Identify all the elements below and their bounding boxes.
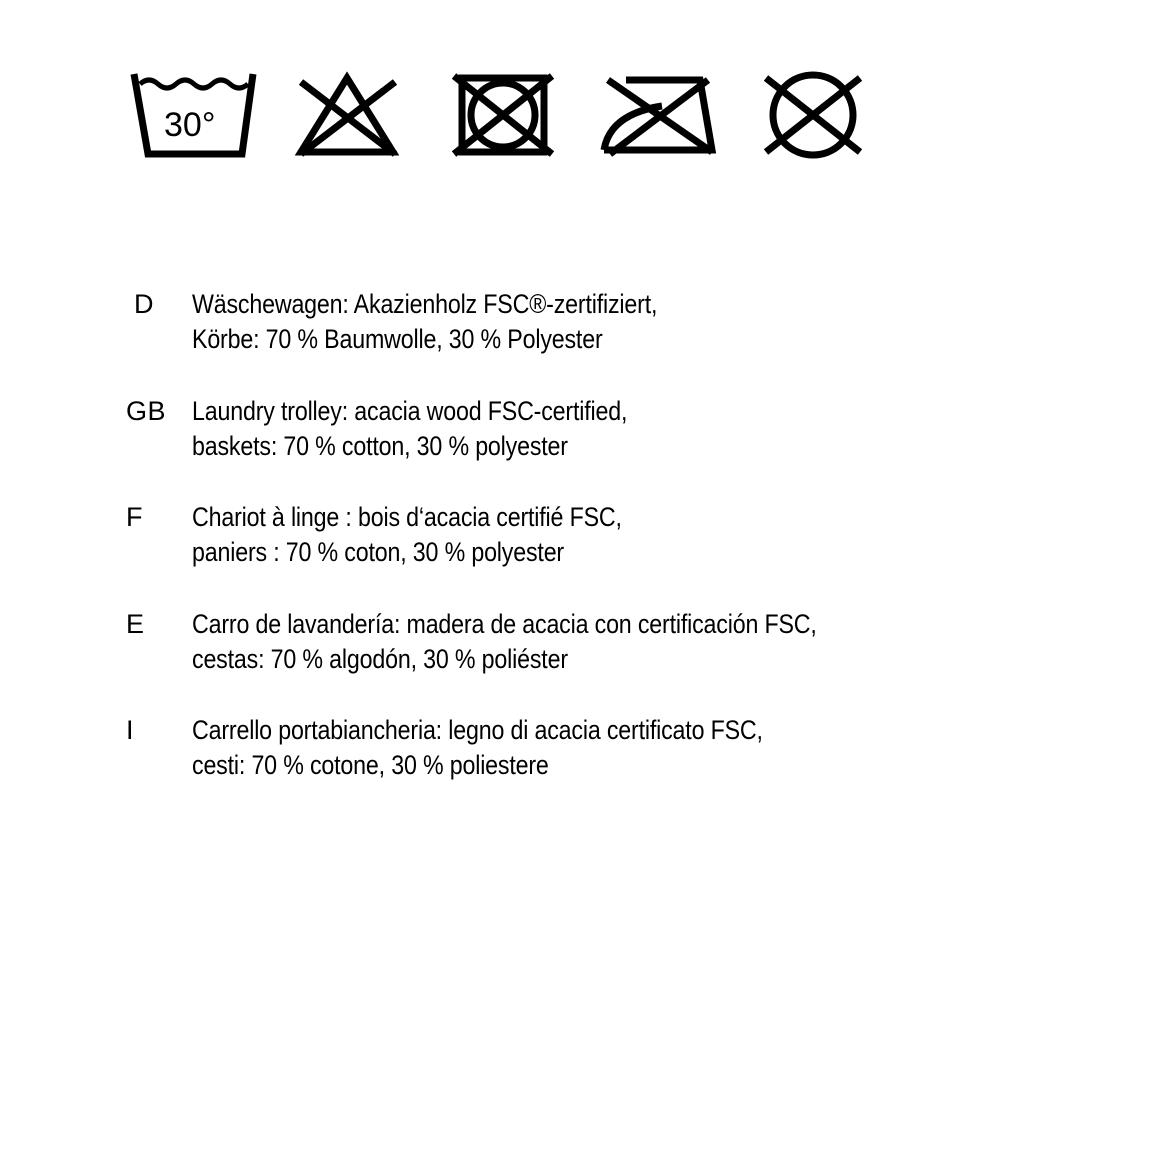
language-code: D — [134, 289, 154, 319]
description-line: Laundry trolley: acacia wood FSC-certified, — [192, 395, 628, 426]
description-line: cesti: 70 % cotone, 30 % poliestere — [192, 750, 549, 780]
description-text — [192, 287, 1132, 357]
description-text — [192, 394, 1132, 464]
language-code: I — [126, 715, 135, 745]
description-line: cestas: 70 % algodón, 30 % poliéster — [192, 643, 568, 674]
do-not-bleach-icon — [297, 72, 401, 158]
lang-entry-fr — [0, 500, 1160, 607]
description-text — [192, 607, 1132, 677]
do-not-dry-clean-icon — [762, 70, 864, 160]
description-line: Carro de lavandería: madera de acacia con certificación FSC, — [192, 608, 817, 639]
language-code: GB — [126, 395, 167, 426]
language-code: E — [126, 608, 145, 639]
material-descriptions — [0, 287, 1160, 820]
description-line: paniers : 70 % coton, 30 % polyester — [192, 537, 565, 567]
lang-entry-it — [0, 713, 1160, 820]
lang-entry-de — [0, 287, 1160, 394]
description-line: Chariot à linge : bois d‘acacia certifié FSC, — [192, 502, 622, 532]
description-line: Körbe: 70 % Baumwolle, 30 % Polyester — [192, 324, 603, 354]
description-text — [192, 713, 1132, 783]
do-not-iron-icon — [600, 72, 718, 158]
do-not-tumble-dry-icon — [452, 72, 554, 158]
description-line: Wäschewagen: Akazienholz FSC®-zertifiziert, — [192, 289, 658, 319]
description-line: baskets: 70 % cotton, 30 % polyester — [192, 430, 568, 461]
lang-entry-es — [0, 607, 1160, 714]
wash-30-icon — [130, 70, 256, 160]
language-code: F — [126, 502, 143, 532]
description-line: Carrello portabiancheria: legno di acacia certificato FSC, — [192, 715, 763, 745]
care-symbols-row — [0, 0, 1160, 180]
wash-temperature-label: 30° — [164, 106, 216, 144]
lang-entry-gb — [0, 394, 1160, 501]
description-text — [192, 500, 1132, 570]
